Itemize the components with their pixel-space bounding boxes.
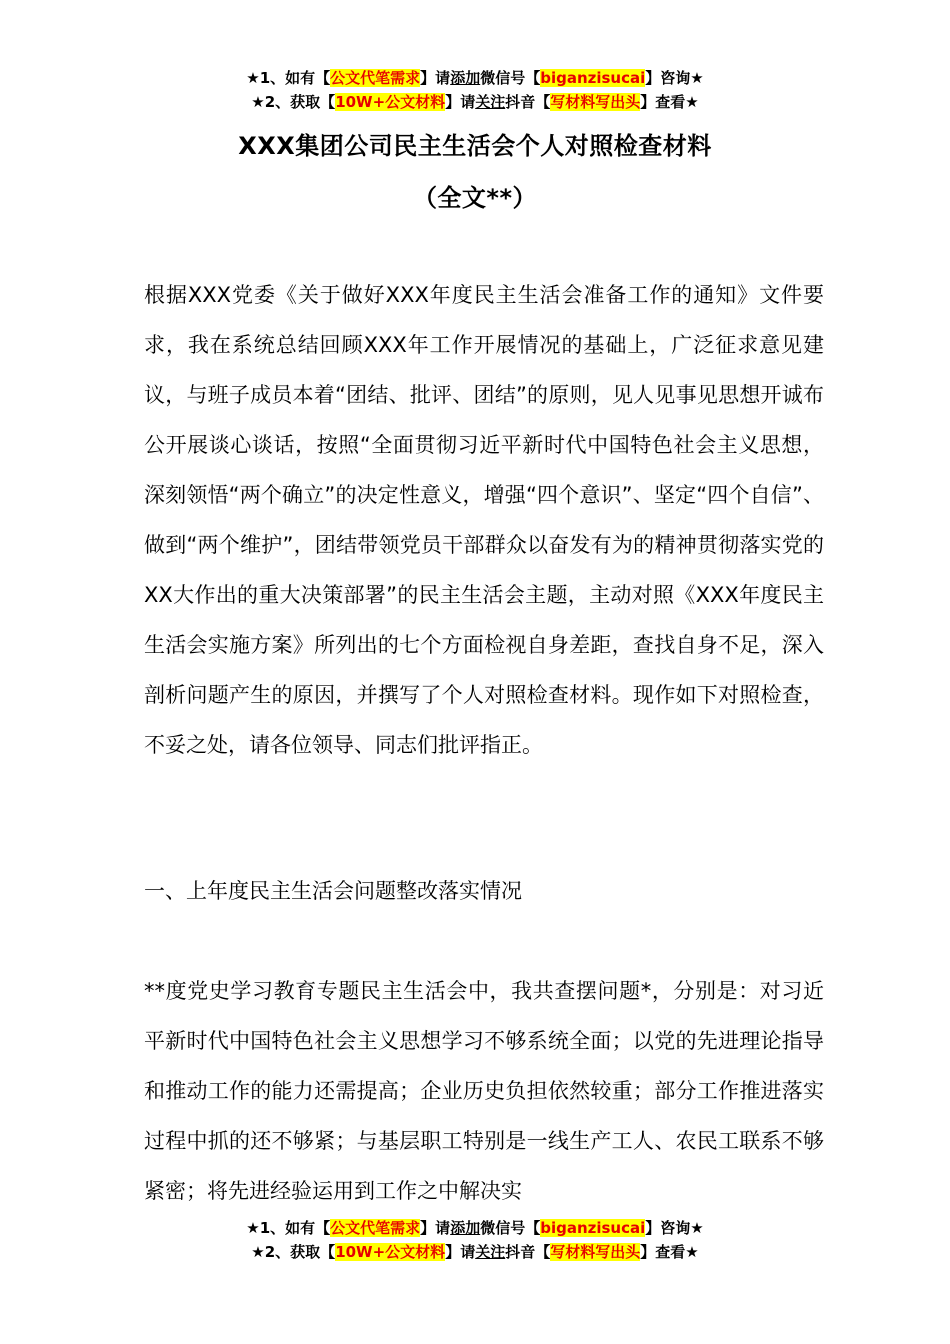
banner-highlight: 10W+公文材料 [335,1243,446,1261]
banner-text: 抖音【 [505,1243,551,1261]
banner-line-1 [0,66,950,90]
banner-text: ★2、获取【 [251,93,336,111]
document-subtitle: （全文**） [412,184,538,212]
banner-highlight: biganzisucai [540,1219,646,1237]
header-banner [0,66,950,114]
banner-underline: 添加 [450,1219,481,1237]
banner-text: 】查看★ [640,93,699,111]
banner-text: 】请 [445,1243,476,1261]
banner-text: 】咨询★ [645,1219,704,1237]
banner-highlight: 写材料写出头 [550,93,641,111]
section-body-paragraph: **度党史学习教育专题民主生活会中，我共查摆问题*，分别是：对习近平新时代中国特色社会主义思想学习不够系统全面；以党的先进理论指导和推动工作的能力还需提高；企业历史负担依然较重；部分工作推进落实过程中抓的还不够紧；与基层职工特别是一线生产工人、农民工联系不够紧密；将先进经验运用到工作之中解决实 [144,979,824,1203]
banner-highlight: biganzisucai [540,69,646,87]
banner-text: 】请 [445,93,476,111]
banner-text: 】查看★ [640,1243,699,1261]
document-title: XXX集团公司民主生活会个人对照检查材料 [238,132,712,160]
intro-paragraph: 根据XXX党委《关于做好XXX年度民主生活会准备工作的通知》文件要求，我在系统总结回顾XXX年工作开展情况的基础上，广泛征求意见建议，与班子成员本着“团结、批评、团结”的原则，见人见事见思想开诚布公开展谈心谈话，按照“全面贯彻习近平新时代中国特色社会主义思想，深刻领悟“两个确立”的决定性意义，增强“四个意识”、坚定“四个自信”、做到“两个维护”，团结带领党员干部群众以奋发有为的精神贯彻落实党的XX大作出的重大决策部署”的民主生活会主题，主动对照《XXX年度民主生活会实施方案》所列出的七个方面检视自身差距，查找自身不足，深入剖析问题产生的原因，并撰写了个人对照检查材料。现作如下对照检查，不妥之处，请各位领导、同志们批评指正。 [144,283,824,757]
banner-text: 】请 [420,1219,451,1237]
banner-highlight: 10W+公文材料 [335,93,446,111]
banner-highlight: 写材料写出头 [550,1243,641,1261]
banner-text: 抖音【 [505,93,551,111]
banner-highlight: 公文代笔需求 [330,69,421,87]
banner-highlight: 公文代笔需求 [330,1219,421,1237]
banner-text: 微信号【 [480,1219,541,1237]
section-heading: 一、上年度民主生活会问题整改落实情况 [144,879,522,903]
banner-text: ★1、如有【 [246,1219,331,1237]
banner-underline: 关注 [475,93,506,111]
banner-line-2 [0,90,950,114]
banner-line-2 [0,1240,950,1264]
banner-underline: 关注 [475,1243,506,1261]
banner-text: 】咨询★ [645,69,704,87]
banner-text: ★2、获取【 [251,1243,336,1261]
banner-text: 微信号【 [480,69,541,87]
banner-text: 】请 [420,69,451,87]
footer-banner [0,1216,950,1264]
banner-line-1 [0,1216,950,1240]
banner-underline: 添加 [450,69,481,87]
banner-text: ★1、如有【 [246,69,331,87]
